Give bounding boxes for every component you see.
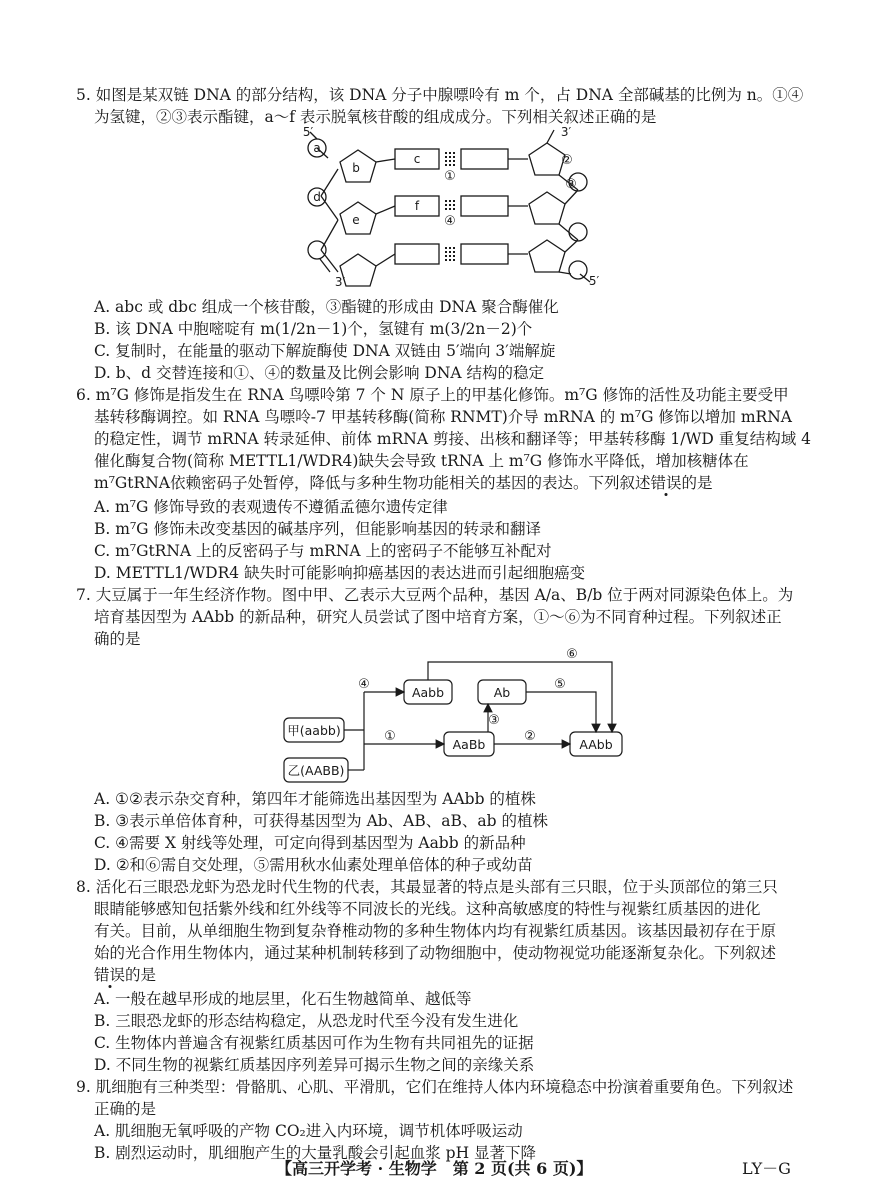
label-c: c [413,152,421,166]
label-a: a [313,141,321,155]
q8-stem-end: 的是 [125,966,157,984]
node-jia-label: 甲(aabb) [287,723,341,738]
q7-option-a: A. ①②表示杂交育种，第四年才能筛选出基因型为 AAbb 的植株 [94,790,536,808]
q9-stem-line-1: 9. 肌细胞有三种类型：骨骼肌、心肌、平滑肌，它们在维持人体内环境稳态中扮演着重要角色。下列叙述 [76,1078,794,1096]
q6-option-d: D. METTL1/WDR4 缺失时可能影响抑癌基因的表达进而引起细胞癌变 [94,564,586,582]
end-label-bottom-left: 3′ [334,275,346,289]
arrow-step-6 [428,662,612,732]
hydrogen-bond-dots [445,152,455,166]
q6-stem-text: m⁷GtRNA依赖密码子处暂停，降低与多种生物功能相关的基因的表达。下列叙述 [94,474,651,492]
step-4-mark: ④ [358,677,370,692]
q5-option-a: A. abc 或 dbc 组成一个核苷酸，③酯键的形成由 DNA 聚合酶催化 [94,298,559,316]
q6-stem-line-4: 催化酶复合物(简称 METTL1/WDR4)缺失会导致 tRNA 上 m⁷G 修饰水平降低，增加核糖体在 [94,452,749,470]
backbone-segment [321,220,338,250]
base-rect [395,244,439,264]
end-label-top-left: 5′ [302,125,314,139]
q8-option-d: D. 不同生物的视紫红质基因序列差异可揭示生物之间的亲缘关系 [94,1056,535,1074]
q6-option-c: C. m⁷GtRNA 上的反密码子与 mRNA 上的密码子不能够互补配对 [94,542,552,560]
q8-option-a: A. 一般在越早形成的地层里，化石生物越简单、越低等 [94,990,472,1008]
q7-option-c: C. ④需要 X 射线等处理，可定向得到基因型为 Aabb 的新品种 [94,834,526,852]
step-2-mark: ② [524,729,536,744]
backbone-segment [565,240,578,252]
phosphate-circle [308,241,326,259]
base-rect [461,149,508,169]
bond-mark-3: ③ [565,177,577,192]
q6-stem-mark: 错误 [650,474,682,492]
q7-option-d: D. ②和⑥需自交处理，⑤需用秋水仙素处理单倍体的种子或幼苗 [94,856,533,874]
node-ab-label: Ab [493,685,511,700]
label-b: b [352,161,360,175]
backbone-segment [321,250,338,272]
breeding-scheme-figure [278,644,638,784]
node-aabb2-label: AaBb [452,737,486,752]
page-footer: 【高三开学考 · 生物学 第 2 页(共 6 页)】 [276,1159,593,1178]
q7-option-b: B. ③表示单倍体育种，可获得基因型为 Ab、AB、aB、ab 的植株 [94,812,548,830]
three-prime-tail [320,259,330,272]
q6-option-a: A. m⁷G 修饰导致的表观遗传不遵循孟德尔遗传定律 [94,498,448,516]
step-1-mark: ① [384,729,396,744]
backbone-segment [321,196,338,220]
node-aabb-label: Aabb [411,685,445,700]
q6-stem-line-5 [94,472,712,494]
bond-mark-4: ④ [444,214,456,229]
q8-stem-line-5 [94,964,156,986]
step-6-mark: ⑥ [566,647,578,662]
q6-stem-end: 的是 [681,474,713,492]
arrow-step-5 [526,692,596,732]
q5-stem-line-1: 5. 如图是某双链 DNA 的部分结构，该 DNA 分子中腺嘌呤有 m 个，占 DNA 全部碱基的比例为 n。①④ [76,86,804,104]
q8-option-c: C. 生物体内普遍含有视紫红质基因可作为生物有共同祖先的证据 [94,1034,534,1052]
dna-structure-figure [288,122,618,292]
phosphate-circle [569,223,587,241]
base-rect [461,196,508,216]
label-f: f [414,199,420,213]
glycosidic-bond [376,254,395,266]
three-prime-tail [547,130,554,143]
q7-stem-line-1: 7. 大豆属于一年生经济作物。图中甲、乙表示大豆两个品种，基因 A/a、B/b 位于两对同源染色体上。为 [76,586,794,604]
phosphate-circle [569,261,587,279]
paper-code: LY－G [742,1159,791,1178]
sugar-pentagon [529,143,565,175]
label-e: e [352,213,360,227]
q5-option-b: B. 该 DNA 中胞嘧啶有 m(1/2n－1)个，氢键有 m(3/2n－2)个 [94,320,533,338]
q6-option-b: B. m⁷G 修饰未改变基因的碱基序列，但能影响基因的转录和翻译 [94,520,541,538]
q5-option-c: C. 复制时，在能量的驱动下解旋酶使 DNA 双链由 5′端向 3′端解旋 [94,342,556,360]
glycosidic-bond [376,159,395,162]
q9-stem-line-2: 正确的是 [94,1100,157,1118]
end-label-top-right: 3′ [560,125,572,139]
step-3-mark: ③ [488,713,500,728]
hydrogen-bond-dots [445,200,455,210]
q5-option-d: D. b、d 交替连接和①、④的数量及比例会影响 DNA 结构的稳定 [94,364,545,382]
sugar-pentagon [529,240,565,272]
hydrogen-bond-dots [445,247,455,261]
q6-stem-line-2: 基转移酶调控。如 RNA 鸟嘌呤-7 甲基转移酶(简称 RNMT)介导 mRNA 的 m⁷G 修饰以增加 mRNA [94,408,792,426]
label-d: d [313,190,321,204]
backbone-segment [565,190,578,204]
sugar-pentagon [340,254,376,286]
node-yi-label: 乙(AABB) [287,763,345,778]
glycosidic-bond [376,206,395,214]
q8-stem-mark: 错误 [94,966,126,984]
q8-stem-line-1: 8. 活化石三眼恐龙虾为恐龙时代生物的代表，其最显著的特点是头部有三只眼，位于头顶部位的第三只 [76,878,778,896]
q8-stem-line-2: 眼睛能够感知包括紫外线和红外线等不同波长的光线。这种高敏感度的特性与视紫红质基因的进化 [94,900,761,918]
step-5-mark: ⑤ [554,677,566,692]
q7-stem-line-3: 确的是 [94,630,141,648]
sugar-pentagon [529,192,565,224]
q9-option-a: A. 肌细胞无氧呼吸的产物 CO₂进入内环境，调节机体呼吸运动 [94,1122,523,1140]
node-target-label: AAbb [579,737,613,752]
backbone-segment [321,169,338,196]
q6-stem-line-3: 的稳定性，调节 mRNA 转录延伸、前体 mRNA 剪接、出核和翻译等；甲基转移酶 1/WD 重复结构域 4 [94,430,812,448]
q7-stem-line-2: 培育基因型为 AAbb 的新品种，研究人员尝试了图中培育方案，①～⑥为不同育种过程。下列叙述正 [94,608,782,626]
q5-stem-line-2: 为氢键，②③表示酯键，a～f 表示脱氧核苷酸的组成成分。下列相关叙述正确的是 [94,108,657,126]
q8-stem-line-4: 始的光合作用生物体内，通过某种机制转移到了动物细胞中，使动物视觉功能逐渐复杂化。下列叙述 [94,944,777,962]
q8-stem-line-3: 有关。目前，从单细胞生物到复杂脊椎动物的多种生物体内均有视紫红质基因。该基因最初存在于原 [94,922,777,940]
q8-option-b: B. 三眼恐龙虾的形态结构稳定，从恐龙时代至今没有发生进化 [94,1012,519,1030]
bond-mark-1: ① [444,169,456,184]
q6-stem-line-1: 6. m⁷G 修饰是指发生在 RNA 鸟嘌呤第 7 个 N 原子上的甲基化修饰。m⁷G 修饰的活性及功能主要受甲 [76,386,789,404]
end-label-bottom-right: 5′ [588,274,600,288]
q9-option-b: B. 剧烈运动时，肌细胞产生的大量乳酸会引起血浆 pH 显著下降 [94,1144,537,1162]
base-rect [461,244,508,264]
bond-mark-2: ② [561,153,573,168]
